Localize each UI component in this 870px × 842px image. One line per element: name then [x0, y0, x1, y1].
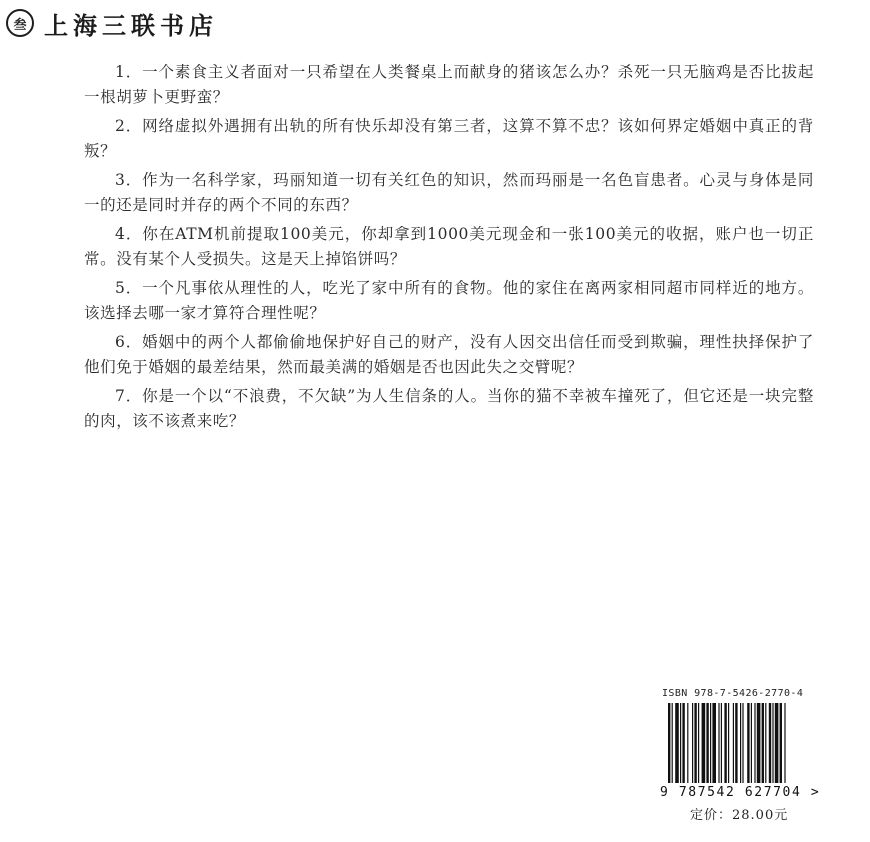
price-label: 定价：28.00元: [690, 808, 789, 823]
barcode-icon: [666, 703, 826, 783]
barcode-digits: 9 787542 627704 >: [660, 785, 821, 800]
question-3: 3．作为一名科学家，玛丽知道一切有关红色的知识，然而玛丽是一名色盲患者。心灵与身体是同一的还是同时并存的两个不同的东西？: [84, 171, 814, 214]
question-1: 1．一个素食主义者面对一只希望在人类餐桌上而献身的猪该怎么办？杀死一只无脑鸡是否比拔起一根胡萝卜更野蛮？: [84, 63, 814, 106]
question-5: 5．一个凡事依从理性的人，吃光了家中所有的食物。他的家住在离两家相同超市同样近的地方。该选择去哪一家才算符合理性呢？: [84, 279, 814, 322]
question-6: 6．婚姻中的两个人都偷偷地保护好自己的财产，没有人因交出信任而受到欺骗，理性抉择保护了他们免于婚姻的最差结果，然而最美满的婚姻是否也因此失之交臂呢？: [84, 333, 814, 376]
isbn-barcode-block: [660, 688, 846, 823]
question-4: 4．你在ATM机前提取100美元，你却拿到1000美元现金和一张100美元的收据，账户也一切正常。没有某个人受损失。这是天上掉馅饼吗？: [84, 225, 814, 268]
publisher-name: 上海三联书店: [44, 10, 218, 40]
question-list: [84, 60, 814, 438]
question-7: 7．你是一个以“不浪费，不欠缺”为人生信条的人。当你的猫不幸被车撞死了，但它还是一块完整的肉，该不该煮来吃？: [84, 387, 814, 430]
header: [6, 6, 218, 40]
isbn-label: ISBN 978-7-5426-2770-4: [662, 688, 804, 699]
barcode-image: [666, 703, 826, 783]
publisher-logo-seal: 叁: [6, 9, 34, 37]
question-2: 2．网络虚拟外遇拥有出轨的所有快乐却没有第三者，这算不算不忠？该如何界定婚姻中真正的背叛？: [84, 117, 814, 160]
